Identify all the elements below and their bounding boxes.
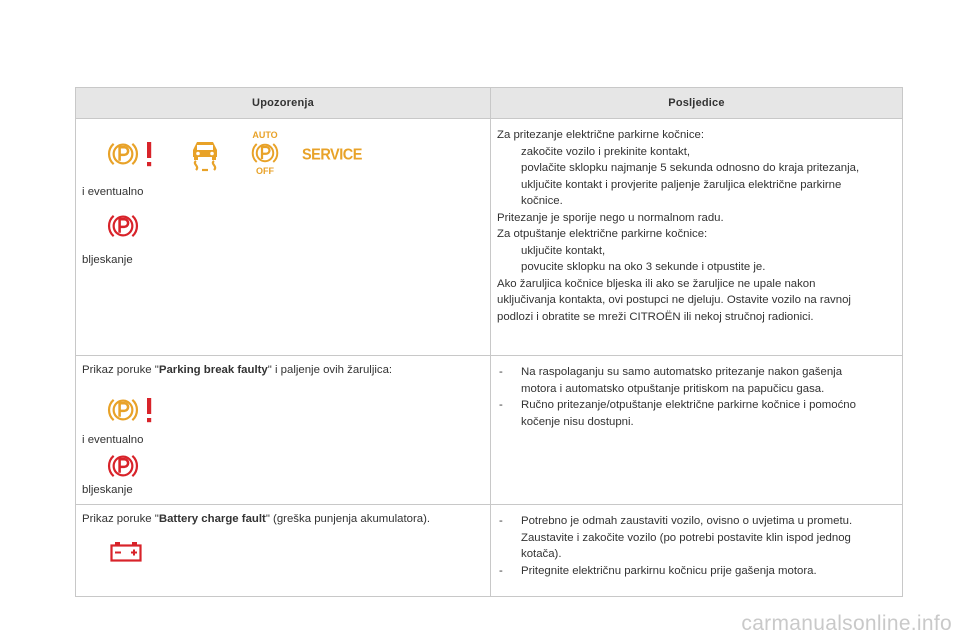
label-optional: i eventualno bbox=[82, 186, 144, 198]
auto-label: AUTO bbox=[252, 130, 278, 140]
bullet-item: zakočite vozilo i prekinite kontakt, bbox=[521, 145, 691, 158]
bullet-item: uključite kontakt, bbox=[521, 244, 606, 257]
label-flashing: bljeskanje bbox=[82, 254, 133, 266]
col-header-warnings: Upozorenja bbox=[76, 88, 491, 119]
park-brake-red-icon bbox=[106, 449, 140, 483]
continued-line: kotača). bbox=[521, 548, 562, 560]
dash-item: - Pritegnite električnu parkirnu kočnicu prije gašenja motora. bbox=[497, 563, 894, 580]
message-line bbox=[82, 513, 430, 525]
bullet-item: povlačite sklopku najmanje 5 sekunda odnosno do kraja pritezanja, bbox=[521, 162, 860, 174]
message-suffix: " i paljenje ovih žaruljica: bbox=[267, 364, 393, 376]
text-line: Pritezanje je sporije nego u normalnom radu. bbox=[497, 211, 724, 224]
consequence-cell bbox=[491, 119, 903, 356]
consequence-text bbox=[491, 356, 902, 430]
dash-marker: - bbox=[499, 399, 503, 411]
text-line: Za otpuštanje električne parkirne kočnice: bbox=[497, 228, 708, 240]
message-line bbox=[82, 364, 392, 376]
continued-line: kočnice. bbox=[521, 195, 563, 207]
dash-marker: - bbox=[499, 564, 503, 577]
message-code: Battery charge fault bbox=[158, 513, 266, 525]
continued-line: kočenje nisu dostupni. bbox=[521, 415, 634, 428]
consequence-cell bbox=[491, 505, 903, 597]
text-line: Ako žaruljica kočnice bljeska ili ako se žaruljice ne upale nakon bbox=[497, 277, 816, 290]
warnings-table bbox=[75, 87, 903, 597]
stability-control-off-icon bbox=[188, 136, 222, 172]
brake-fault-icon bbox=[106, 393, 158, 427]
dash-item: - Ručno pritezanje/otpuštanje električne parkirne kočnice i pomoćno bbox=[497, 397, 894, 414]
continued-line: motora i automatsko otpuštanje pritiskom na papučicu gasa. bbox=[521, 382, 825, 395]
consequence-cell bbox=[491, 356, 903, 505]
text-line: uključivanja kontakta, ovi postupci ne djeluju. Ostavite vozilo na ravnoj bbox=[497, 294, 851, 306]
dash-marker: - bbox=[499, 515, 503, 527]
consequence-text bbox=[491, 505, 902, 579]
warning-cell bbox=[76, 356, 491, 505]
off-label: OFF bbox=[256, 166, 274, 175]
text-line: podlozi i obratite se mreži CITROËN ili nekoj stručnoj radionici. bbox=[497, 310, 814, 323]
message-prefix: Prikaz poruke " bbox=[82, 364, 159, 376]
col-header-consequences: Posljedice bbox=[491, 88, 903, 119]
brake-fault-icon bbox=[106, 137, 158, 171]
bullet-item: povucite sklopku na oko 3 sekunde i otpustite je. bbox=[521, 261, 766, 273]
battery-icon bbox=[110, 541, 142, 563]
table-row bbox=[76, 356, 903, 505]
warning-cell bbox=[76, 119, 491, 356]
table-row bbox=[76, 119, 903, 356]
consequence-text bbox=[491, 119, 902, 325]
dash-item: - Na raspolaganju su samo automatsko pritezanje nakon gašenja bbox=[497, 364, 894, 381]
message-code: Parking break faulty bbox=[158, 364, 268, 376]
table-row bbox=[76, 505, 903, 597]
park-brake-red-icon bbox=[106, 209, 140, 243]
bullet-item: uključite kontakt i provjerite paljenje žaruljica električne parkirne bbox=[521, 178, 842, 191]
continued-line: Zaustavite i zakočite vozilo (po potrebi postavite klin ispod jednog bbox=[521, 531, 851, 544]
label-optional: i eventualno bbox=[82, 434, 144, 446]
auto-park-brake-off-icon bbox=[248, 129, 282, 175]
dash-marker: - bbox=[499, 366, 503, 378]
warning-cell bbox=[76, 505, 491, 597]
watermark: carmanualsonline.info bbox=[741, 612, 952, 635]
message-prefix: Prikaz poruke " bbox=[82, 513, 159, 525]
text-line: Za pritezanje električne parkirne kočnice: bbox=[497, 129, 705, 141]
dash-item: - Potrebno je odmah zaustaviti vozilo, ovisno o uvjetima u prometu. bbox=[497, 513, 894, 530]
service-icon: SERVICE bbox=[302, 146, 362, 164]
label-flashing: bljeskanje bbox=[82, 484, 133, 496]
message-suffix: " (greška punjenja akumulatora). bbox=[265, 513, 431, 525]
